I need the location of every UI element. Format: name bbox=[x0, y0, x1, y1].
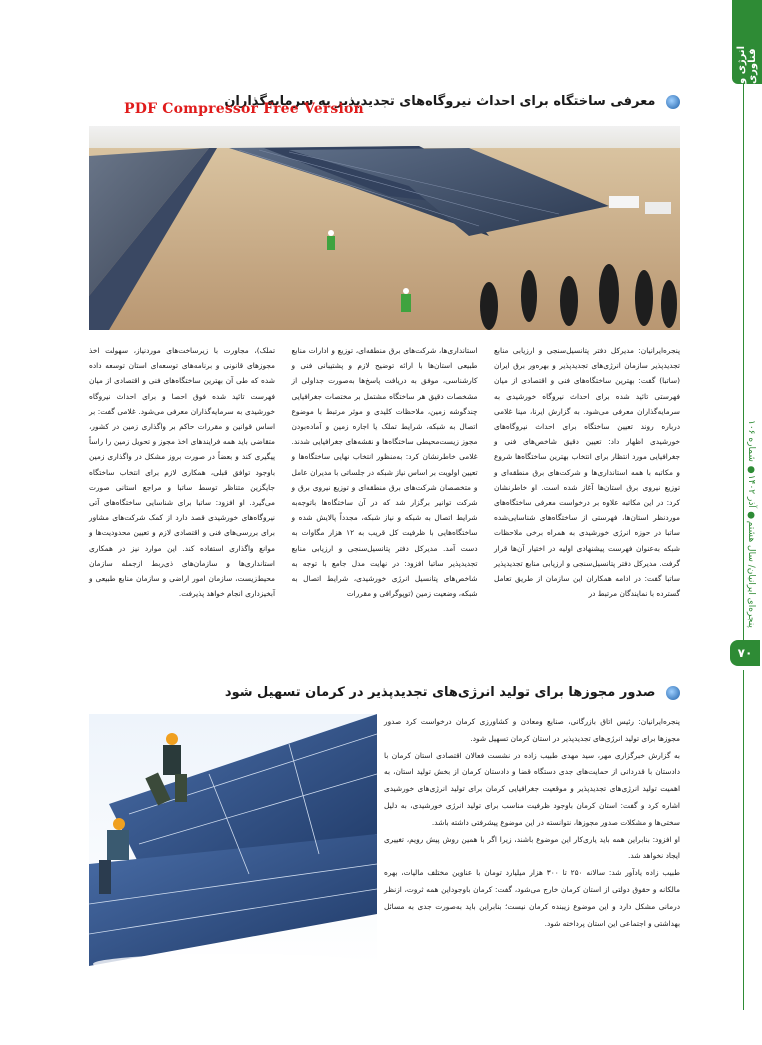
section-label: انرژی و فناوری bbox=[736, 45, 758, 84]
article1-column-text: استانداری‌ها، شرکت‌های برق منطقه‌ای، توزیع و ادارات منابع طبیعی استان‌ها با ارائه توضیح لازم و پشتیبانی فنی و کارشناسی، موفق به دریافت پاسخ‌ها به‌صورت جداولی از مشخصات دقیق هر ساختگاه مشتمل بر مختصات جغرافیایی چندگوشه زمین، ملاحظات کلیدی و موثر مرتبط با موضوع اتصال به شبکه، شرایط تملک یا اجاره زمین و آماده‌بودن مجوز زیست‌محیطی ساختگاه‌ها و نقشه‌های جغرافیایی شدند. غلامی خاطرنشان کرد: به‌منظور انتخاب نهایی ساختگاه‌ها و تعیین اولویت بر اساس نیاز شبکه در جلساتی با مدیران عامل و متخصصان شرکت‌های برق منطقه‌ای و توزیع نیروی برق و شرکت توانیر برگزار شد که در آن ساختگاه‌ها باتوجه‌به شرایط اتصال به شبکه و نیاز شبکه، مجدداً پالایش شده و ساختگاه‌هایی با ظرفیت کل قریب به ۱۲ هزار مگاوات به دست آمد. مدیرکل دفتر پتانسیل‌سنجی و ارزیابی منابع تجدیدپذیر ساتبا افزود: در نهایت مدل جامع با توجه به شاخص‌های پتانسیل انرژی خورشیدی، شرایط اتصال به شبکه، وضعیت زمین (توپوگرافی و مقررات bbox=[291, 346, 478, 599]
side-rule-top bbox=[743, 84, 744, 644]
article2-paragraph: به گزارش خبرگزاری مهر، سید مهدی طبیب زاده در نشست فعالان اقتصادی استان کرمان با دادستان با قدردانی از حمایت‌های جدی دستگاه قضا و دادستان کرمان از بخش تولید استان، به اهمیت تولید انرژی‌های تجدیدپذیر و موقعیت جغرافیایی کرمان برای تولید انرژی‌های خورشیدی اشاره کرد و گفت: استان کرمان باوجود ظرفیت مناسب برای تولید انرژی خورشیدی، به دلیل سختی‌ها و مشکلات صدور مجوزها، نتوانسته در این موضوع پیشرفتی داشته باشد. bbox=[384, 750, 680, 827]
article1-column-right bbox=[494, 343, 680, 668]
globe-bullet-icon bbox=[666, 686, 680, 700]
page-number: ۷۰ bbox=[730, 640, 760, 666]
article1-column-middle bbox=[292, 343, 478, 668]
article1-column-text: تملک)، مجاورت با زیرساخت‌های موردنیاز، سهولت اخذ مجوزهای قانونی و برنامه‌های توسعه‌ای استان توسعه داده شده که طی آن بهترین ساختگاه‌های فنی و اقتصادی از میان فهرست تائید شده فوق احصا و برای احداث نیروگاه خورشیدی به سرمایه‌گذاران معرفی می‌شود. غلامی گفت: بر اساس قوانین و مقررات حاکم بر واگذاری زمین در کشور، متقاضی باید همه فرایندهای اخذ مجوز و تحویل زمین را راساً پیگیری کند و بعضاً در صورت بروز مشکل در واگذاری زمین باوجود توافق قبلی، همکاری لازم برای انتخاب ساختگاه جایگزین متناظر توسط ساتبا و مراجع استانی صورت می‌گیرد. او افزود: ساتبا برای شناسایی ساختگاه‌های آتی نیروگاه‌های خورشیدی قصد دارد از کمک شرکت‌های مشاور برای بررسی‌های فنی و اقتصادی لازم و تعیین محدودیت‌ها و موانع واگذاری استفاده کند. این موارد نیز در همکاری استانداری‌ها و سازمان‌های ذی‌ربط ازجمله سازمان محیط‌زیست، سازمان امور اراضی و سازمان منابع طبیعی و آبخیزداری انجام خواهد پذیرفت. bbox=[89, 346, 275, 599]
solar-workers-photo bbox=[89, 714, 377, 966]
article2-title: صدور مجوزها برای تولید انرژی‌های تجدیدپذیر در کرمان تسهیل شود bbox=[224, 685, 656, 700]
article2-paragraph: پنجره‌ایرانیان: رئیس اتاق بازرگانی، صنایع ومعادن و کشاورزی کرمان درخواست کرد صدور مجوزها برای تولید انرژی‌های تجدیدپذیر در استان کرمان تسهیل شود. bbox=[384, 717, 680, 743]
article2-body bbox=[384, 714, 680, 932]
article1-column-text: پنجره‌ایرانیان: مدیرکل دفتر پتانسیل‌سنجی و ارزیابی منابع تجدیدپذیر سازمان انرژی‌های تجدیدپذیر و بهره‌ور برق ایران (ساتبا) گفت: بهترین ساختگاه‌های فنی و اقتصادی از میان فهرستی تائید شده برای احداث نیروگاه خورشیدی به سرمایه‌گذاران معرفی می‌شود. به گزارش ایرنا، مینا غلامی درباره روند تعیین ساختگاه برای احداث نیروگاه‌های خورشیدی اظهار داد: تعیین دقیق شاخص‌های فنی و جغرافیایی مورد انتظار برای انتخاب بهترین ساختگاه‌ها شروع و مکاتبه با همه استانداری‌ها و شرکت‌های برق منطقه‌ای و توزیع نیروی برق استان‌ها آغاز شده است. او خاطرنشان کرد: در این مکاتبه علاوه بر درخواست معرفی ساختگاه‌های موردنظر استان‌ها، فهرستی از ساختگاه‌های شناسایی‌شده ساتبا در حوزه انرژی خورشیدی به همراه برخی ملاحظات شبکه به‌عنوان فهرست پیشنهادی اولیه در اختیار آن‌ها قرار گرفت. مدیرکل دفتر پتانسیل‌سنجی و ارزیابی منابع تجدیدپذیر ساتبا گفت: در ادامه همکاران این سازمان از طریق تعامل گسترده با نمایندگان مرتبط در bbox=[494, 346, 680, 599]
section-tab bbox=[732, 0, 762, 84]
article2-paragraph: طبیب زاده یادآور شد: سالانه ۲۵۰ تا ۳۰۰ هزار میلیارد تومان با عناوین مختلف مالیات، بهره مالکانه و حقوق دولتی از استان کرمان خارج می‌شود، گفت: کرمان باوجوداین همه ثروت، ازنظر درمانی مشکل دارد و این موضوع زیبنده کرمان نیست؛ بنابراین باید به‌صورت جدی به مسائل بهداشتی و اجتماعی این استان پرداخته شود. bbox=[384, 868, 681, 928]
article1-columns bbox=[89, 343, 680, 668]
watermark: PDF Compressor Free Version bbox=[124, 101, 364, 117]
article2-paragraph: او افزود: بنابراین همه باید یاری‌کار این موضوع باشند، زیرا اگر با همین روش پیش رویم، تغییری ایجاد نخواهد شد. bbox=[384, 834, 680, 861]
article1-title: معرفی ساختگاه برای احداث نیروگاه‌های تجدیدپذیر به سرمایه‌گذاران bbox=[224, 94, 656, 109]
solar-farm-photo bbox=[89, 126, 680, 330]
side-rule-bottom bbox=[743, 670, 744, 1010]
issue-meta: پنجره‌ای ایرانیان/ سال هشتم● آذر ۱۴۰۲● شماره ۱۰۶ bbox=[746, 420, 756, 628]
article1-column-left bbox=[89, 343, 275, 668]
article2-heading bbox=[225, 685, 680, 700]
globe-bullet-icon bbox=[666, 95, 680, 109]
